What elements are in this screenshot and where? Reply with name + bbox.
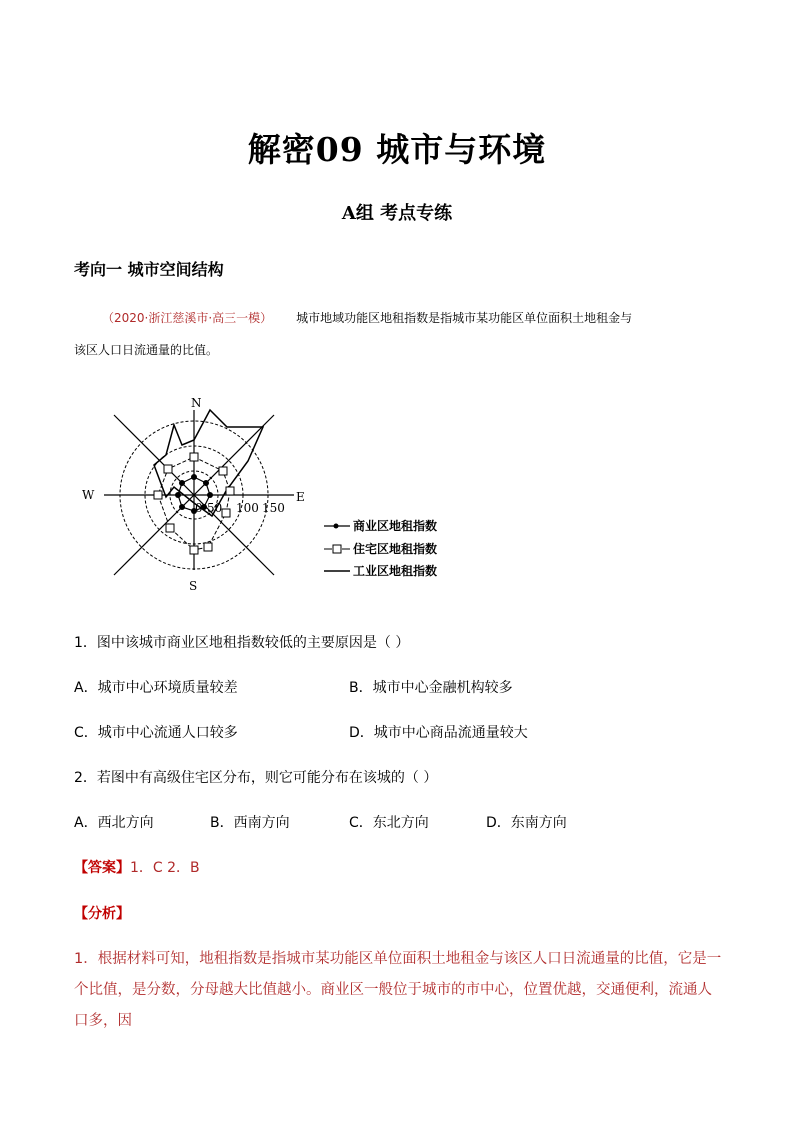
legend-residential: 住宅区地租指数	[353, 542, 438, 556]
q2-option-b: B．西南方向	[210, 815, 290, 831]
q2-option-d: D．东南方向	[486, 815, 567, 831]
analysis-text: 1．根据材料可知，地租指数是指城市某功能区单位面积土地租金与该区人口日流通量的比值，它是一个比值，是分数，分母越大比值越小。商业区一般位于城市的市中心，位置优越，交通便利，流通人口多，因	[74, 951, 722, 1029]
west-label: W	[82, 488, 95, 502]
north-label: N	[191, 396, 202, 410]
q1-option-c: C．城市中心流通人口较多	[74, 725, 238, 741]
south-label: S	[189, 579, 198, 593]
question-source: （2020·浙江慈溪市·高三一模）	[102, 311, 273, 325]
question-1-stem: 1．图中该城市商业区地租指数较低的主要原因是（ ）	[74, 635, 410, 651]
q1-option-b: B．城市中心金融机构较多	[349, 680, 513, 696]
q1-option-d: D．城市中心商品流通量较大	[349, 725, 528, 741]
group-subtitle: A组 考点专练	[341, 203, 453, 224]
scale-150: 150	[262, 501, 285, 515]
intro-text: 城市地域功能区地租指数是指城市某功能区单位面积土地租金与	[296, 311, 633, 325]
legend-industrial: 工业区地租指数	[353, 564, 438, 578]
intro-line-1	[102, 309, 632, 326]
scale-0: 0	[195, 501, 203, 515]
intro-line-2: 该区人口日流通量的比值。	[74, 343, 219, 357]
analysis-label: 【分析】	[74, 906, 130, 922]
q2-option-a: A．西北方向	[74, 815, 154, 831]
question-2-stem: 2．若图中有高级住宅区分布，则它可能分布在该城的（ ）	[74, 770, 438, 786]
legend	[324, 518, 437, 578]
section-heading: 考向一 城市空间结构	[74, 260, 224, 279]
document-title: 解密09 城市与环境	[247, 130, 547, 169]
answer-text: 1．C 2．B	[130, 860, 200, 876]
scale-100: 100	[236, 501, 259, 515]
east-label: E	[296, 490, 305, 504]
q1-option-a: A．城市中心环境质量较差	[74, 680, 238, 696]
legend-commercial: 商业区地租指数	[353, 519, 438, 533]
rose-diagram	[70, 385, 470, 600]
scale-50: 50	[207, 501, 223, 515]
answer-label: 【答案】	[74, 860, 130, 876]
answer-line	[74, 857, 200, 877]
q2-option-c: C．东北方向	[349, 815, 429, 831]
